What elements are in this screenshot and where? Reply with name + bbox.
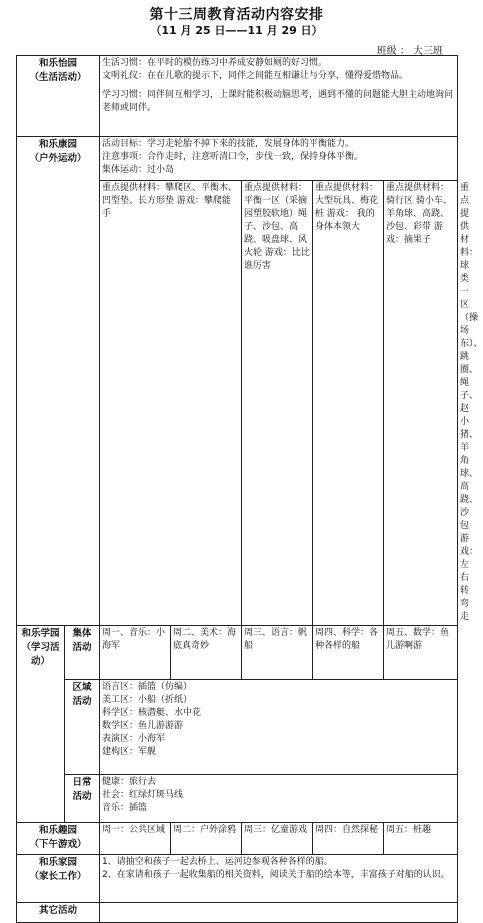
row-life [17, 56, 458, 137]
home-sub: （家长工作） [29, 871, 87, 882]
collective-day-3: 周三、语言：帆船 [242, 626, 313, 680]
outdoor-day-4: 重点提供材料：骑行区 骑小车、羊角球、高跷、沙包、彩带 游戏：摘果子 [384, 181, 458, 626]
home-content [100, 855, 458, 903]
outdoor-line: 活动目标：学习走轮胎不掉下来的技能，发展身体的平衡能力。 [102, 139, 355, 149]
games-day-2: 周二：户外涂鸦 [171, 823, 242, 855]
area-line: 表演区：小海军 [102, 734, 166, 744]
collective-header: 集体 活动 [65, 626, 100, 680]
area-line: 数学区：鱼儿游游游 [102, 721, 184, 731]
home-header [17, 855, 100, 903]
daily-content [100, 775, 458, 823]
home-name: 和乐家园 [39, 857, 78, 868]
outdoor-day-2: 重点提供材料：平衡一区（采摘园塑胶软地）绳子、沙包、高跷、吸盘球、风火轮 游戏：比比谁厉害 [242, 181, 313, 626]
area-line: 科学区：核潜艇、水中花 [102, 708, 202, 718]
study-header [17, 626, 65, 823]
home-line: 1、请抽空和孩子一起去桥上、运河边参观各种各样的船。 [102, 857, 333, 867]
row-daily [17, 775, 458, 823]
games-day-3: 周三：亿童游戏 [242, 823, 313, 855]
outdoor-day-3: 重点提供材料：大型玩具、梅花桩 游戏： 我的身体本领大 [313, 181, 384, 626]
study-name: 和乐学园 [21, 628, 60, 639]
daily-line: 健康：旅行去 [102, 777, 157, 787]
plan-table [16, 55, 483, 923]
life-sub: （生活活动） [29, 72, 87, 83]
collective-day-1: 周一、音乐：小海军 [100, 626, 171, 680]
life-name: 和乐怡园 [39, 58, 78, 69]
outdoor-sub: （户外运动） [29, 153, 87, 164]
area-line: 建构区：军舰 [102, 747, 157, 757]
area-line: 语言区：插篮（仿编） [102, 682, 193, 692]
outdoor-line: 注意事项：合作走时，注意听清口令，步伐一致，保持身体平衡。 [102, 152, 364, 162]
daily-line: 音乐：插篮 [102, 803, 148, 813]
row-collective [17, 626, 458, 680]
date-range: （11 月 25 日——11 月 29 日） [150, 24, 323, 37]
study-sub: （学习活动） [21, 642, 60, 667]
life-line: 生活习惯：在平时的模仿练习中养成安静如厕的好习惯。 [102, 58, 328, 68]
page-title: 第十三周教育活动内容安排 [149, 7, 324, 23]
area-header: 区域 活动 [65, 680, 100, 775]
row-games [17, 823, 458, 855]
row-area [17, 680, 458, 775]
class-label: 班级 ： 大三班 [376, 46, 443, 57]
outdoor-line: 集体运动：过小岛 [102, 165, 175, 175]
other-header: 其它活动 [17, 903, 100, 923]
games-header [17, 823, 100, 855]
life-line: 文明礼仪：在在儿歌的提示下，同伴之间能互相谦让与分享，懂得爱惜物品。 [102, 71, 409, 81]
row-outdoor-days: 重点提供材料：攀爬区、平衡木、凹型垫、长方形垫 游戏：攀爬能手 重点提供材料：平衡一区（采摘园塑胶软地）绳子、沙包、高跷、吸盘球、风火轮 游戏：比比谁厉害 重点提供材料：大型玩具、梅花桩 游戏： 我的身体本领大 重点提供材料：骑行区 骑小车、羊角球、高跷、沙包、彩带 游戏：摘果子 重点提供材料：球类一区（操场东）、跳圈、绳子、赵小猪、羊角球、高跷、沙包 游戏：左右转弯走 [17, 181, 458, 626]
row-other [17, 903, 458, 923]
other-content [100, 903, 458, 923]
collective-day-2: 周二、美术：海底真奇妙 [171, 626, 242, 680]
life-header [17, 56, 100, 137]
row-outdoor-goals [17, 137, 458, 181]
outdoor-name: 和乐康园 [39, 139, 78, 150]
collective-day-5: 周五、数学：鱼儿游啊游 [384, 626, 458, 680]
outdoor-goals [100, 137, 458, 181]
home-line: 2、在家请和孩子一起收集船的相关资料，阅读关于船的绘本等，丰富孩子对船的认识。 [102, 870, 450, 880]
daily-header: 日常 活动 [65, 775, 100, 823]
outdoor-day-1: 重点提供材料：攀爬区、平衡木、凹型垫、长方形垫 游戏：攀爬能手 [100, 181, 242, 626]
games-day-4: 周四：自然探秘 [313, 823, 384, 855]
area-content [100, 680, 458, 775]
outdoor-header [17, 137, 100, 626]
area-line: 美工区：小船（折纸） [102, 695, 193, 705]
games-sub: （下午游戏） [29, 839, 87, 850]
life-content [100, 56, 458, 137]
daily-line: 社会：红绿灯斑马线 [102, 790, 184, 800]
games-name: 和乐趣园 [39, 825, 78, 836]
games-day-1: 周一：公共区域 [100, 823, 171, 855]
collective-day-4: 周四、科学：各种各样的船 [313, 626, 384, 680]
life-line: 学习习惯：同伴间互相学习，上课时能积极动脑思考，遇到不懂的问题能大胆主动地询问老师或同伴。 [102, 90, 454, 113]
row-home [17, 855, 458, 903]
games-day-5: 周五：桩趣 [384, 823, 458, 855]
